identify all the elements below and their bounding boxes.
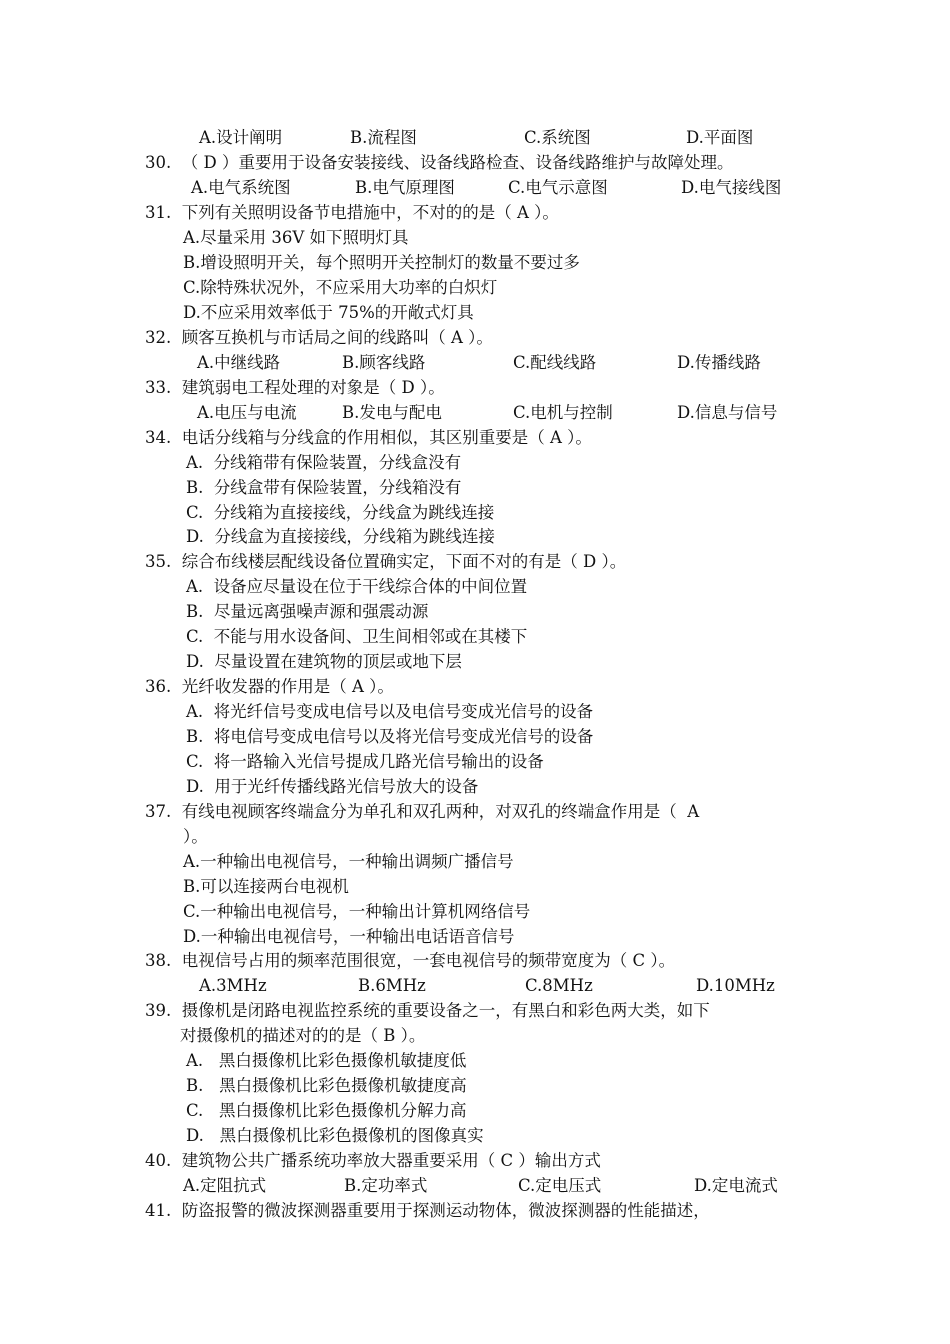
option-b: B. 尽量远离强噪声源和强震动源	[186, 602, 429, 621]
option-b: B. 分线盒带有保险装置，分线箱没有	[186, 478, 462, 497]
question-40: 40. 建筑物公共广播系统功率放大器重要采用（ C ）输出方式	[145, 1151, 601, 1170]
option-c: C.一种输出电视信号，一种输出计算机网络信号	[183, 902, 531, 921]
option-d: D.信息与信号	[677, 403, 778, 422]
option-d: D.电气接线图	[681, 178, 782, 197]
option-d: D. 分线盒为直接接线，分线箱为跳线连接	[186, 527, 495, 546]
option-a: A.设计阐明	[199, 128, 283, 147]
option-d: D. 用于光纤传播线路光信号放大的设备	[186, 777, 479, 796]
option-d: D.平面图	[686, 128, 754, 147]
option-b: B.流程图	[350, 128, 417, 147]
option-c: C.系统图	[524, 128, 591, 147]
option-a: A. 将光纤信号变成电信号以及电信号变成光信号的设备	[186, 702, 594, 721]
option-c: C. 将一路输入光信号提成几路光信号输出的设备	[186, 752, 544, 771]
question-41: 41. 防盗报警的微波探测器重要用于探测运动物体，微波探测器的性能描述，	[145, 1201, 710, 1220]
option-d: D. 黑白摄像机比彩色摄像机的图像真实	[186, 1126, 484, 1145]
question-31: 31. 下列有关照明设备节电措施中，不对的的是（ A ）。	[145, 203, 559, 222]
option-a: A.电压与电流	[197, 403, 297, 422]
question-37: 37. 有线电视顾客终端盒分为单孔和双孔两种，对双孔的终端盒作用是（ A	[145, 802, 700, 821]
option-c: C. 不能与用水设备间、卫生间相邻或在其楼下	[186, 627, 528, 646]
options-row	[0, 974, 950, 998]
question-32: 32. 顾客互换机与市话局之间的线路叫（ A ）。	[145, 328, 493, 347]
option-b: B.定功率式	[344, 1176, 428, 1195]
option-b: B.增设照明开关，每个照明开关控制灯的数量不要过多	[183, 253, 580, 272]
option-d: D.传播线路	[677, 353, 761, 372]
option-a: A. 设备应尽量设在位于干线综合体的中间位置	[186, 577, 528, 596]
question-35: 35. 综合布线楼层配线设备位置确实定，下面不对的有是（ D ）。	[145, 552, 627, 571]
question-36: 36. 光纤收发器的作用是（ A ）。	[145, 677, 394, 696]
option-d: D.10MHz	[696, 976, 775, 995]
option-d: D.不应采用效率低于 75%的开敞式灯具	[183, 303, 474, 322]
question-33: 33. 建筑弱电工程处理的对象是（ D ）。	[145, 378, 445, 397]
option-b: B.电气原理图	[355, 178, 455, 197]
option-c: C.配线线路	[513, 353, 597, 372]
option-a: A.中继线路	[197, 353, 281, 372]
options-row	[0, 126, 950, 150]
option-c: C. 分线箱为直接接线，分线盒为跳线连接	[186, 503, 495, 522]
option-a: A.3MHz	[199, 976, 267, 995]
question-38: 38. 电视信号占用的频率范围很宽，一套电视信号的频带宽度为（ C ）。	[145, 951, 676, 970]
option-d: D.定电流式	[694, 1176, 778, 1195]
option-a: A.电气系统图	[191, 178, 291, 197]
question-37-continued: ）。	[183, 827, 208, 846]
option-d: D.一种输出电视信号，一种输出电话语音信号	[183, 927, 515, 946]
question-39-continued: 对摄像机的描述对的的是（ B ）。	[180, 1026, 426, 1045]
option-d: D. 尽量设置在建筑物的顶层或地下层	[186, 652, 462, 671]
options-row	[0, 401, 950, 425]
option-c: C.8MHz	[525, 976, 593, 995]
option-c: C.电机与控制	[513, 403, 613, 422]
options-row	[0, 1174, 950, 1198]
option-a: A. 分线箱带有保险装置，分线盒没有	[186, 453, 462, 472]
option-a: A.尽量采用 36V 如下照明灯具	[183, 228, 409, 247]
option-a: A.定阻抗式	[183, 1176, 267, 1195]
option-a: A.一种输出电视信号，一种输出调频广播信号	[183, 852, 514, 871]
options-row	[0, 351, 950, 375]
question-39: 39. 摄像机是闭路电视监控系统的重要设备之一，有黑白和彩色两大类，如下	[145, 1001, 710, 1020]
option-b: B.顾客线路	[342, 353, 426, 372]
option-b: B. 将电信号变成电信号以及将光信号变成光信号的设备	[186, 727, 594, 746]
question-34: 34. 电话分线箱与分线盒的作用相似，其区别重要是（ A ）。	[145, 428, 592, 447]
option-b: B.发电与配电	[342, 403, 442, 422]
option-b: B.6MHz	[358, 976, 426, 995]
option-c: C.定电压式	[518, 1176, 602, 1195]
question-30: 30. （ D ）重要用于设备安装接线、设备线路检查、设备线路维护与故障处理。	[145, 153, 734, 172]
option-b: B.可以连接两台电视机	[183, 877, 349, 896]
option-c: C. 黑白摄像机比彩色摄像机分解力高	[186, 1101, 467, 1120]
option-a: A. 黑白摄像机比彩色摄像机敏捷度低	[186, 1051, 467, 1070]
option-c: C.除特殊状况外，不应采用大功率的白炽灯	[183, 278, 498, 297]
option-b: B. 黑白摄像机比彩色摄像机敏捷度高	[186, 1076, 467, 1095]
option-c: C.电气示意图	[508, 178, 608, 197]
options-row	[0, 176, 950, 200]
